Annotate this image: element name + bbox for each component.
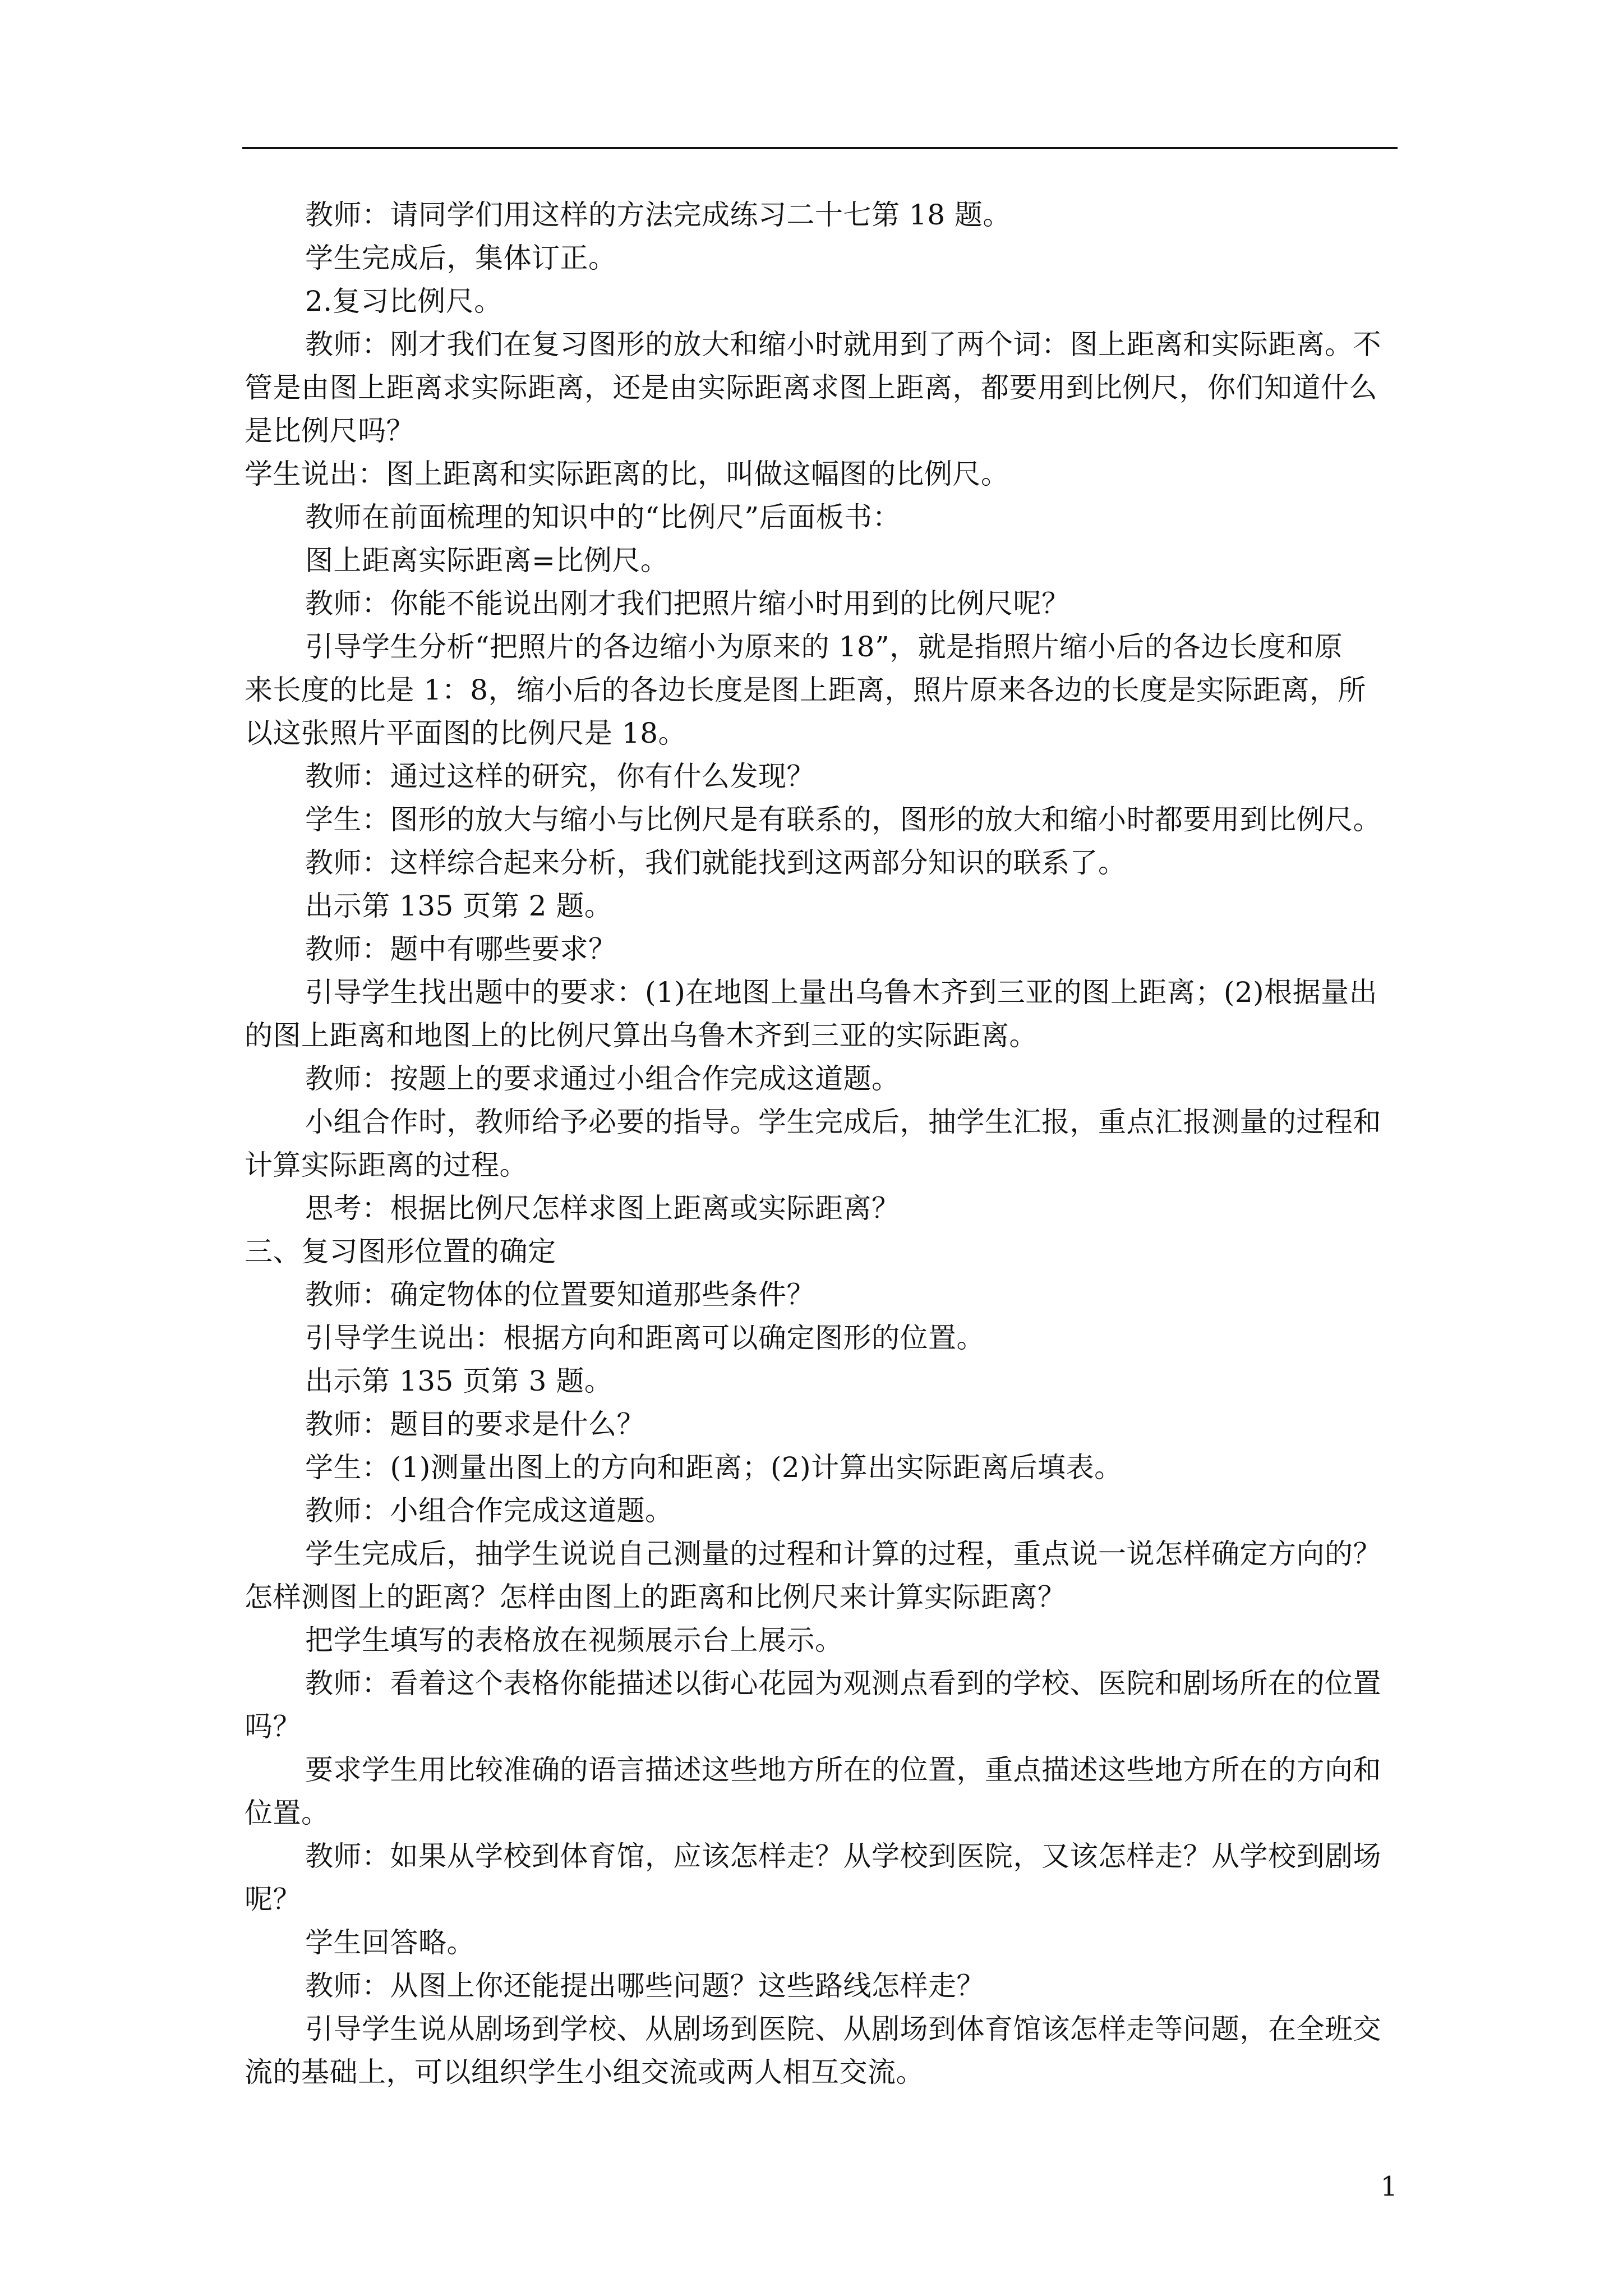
text-line: 吗？ xyxy=(245,1710,301,1743)
text-line: 教师在前面梳理的知识中的“比例尺”后面板书： xyxy=(305,501,901,533)
text-line: 以这张照片平面图的比例尺是 18。 xyxy=(245,717,687,749)
text-line: 呢？ xyxy=(245,1883,301,1916)
text-line: 三、复习图形位置的确定 xyxy=(245,1235,556,1268)
text-line: 教师：题目的要求是什么？ xyxy=(305,1408,645,1441)
text-line: 引导学生说出：根据方向和距离可以确定图形的位置。 xyxy=(305,1322,985,1354)
text-line: 学生完成后，抽学生说说自己测量的过程和计算的过程，重点说一说怎样确定方向的？ xyxy=(305,1538,1381,1570)
text-line: 计算实际距离的过程。 xyxy=(245,1149,528,1181)
document-body xyxy=(245,194,1398,2094)
text-line: 出示第 135 页第 3 题。 xyxy=(305,1365,613,1397)
text-line: 学生：(1)测量出图上的方向和距离；(2)计算出实际距离后填表。 xyxy=(305,1451,1123,1484)
text-line: 图上距离实际距离=比例尺。 xyxy=(305,544,669,577)
text-line: 引导学生分析“把照片的各边缩小为原来的 18”，就是指照片缩小后的各边长度和原 xyxy=(305,631,1343,663)
text-line: 位置。 xyxy=(245,1797,330,1829)
text-line: 把学生填写的表格放在视频展示台上展示。 xyxy=(305,1624,843,1657)
header-rule xyxy=(242,147,1398,149)
text-line: 的图上距离和地图上的比例尺算出乌鲁木齐到三亚的实际距离。 xyxy=(245,1019,1038,1052)
text-line: 引导学生找出题中的要求：(1)在地图上量出乌鲁木齐到三亚的图上距离；(2)根据量出 xyxy=(305,976,1378,1009)
text-line: 管是由图上距离求实际距离，还是由实际距离求图上距离，都要用到比例尺，你们知道什么 xyxy=(245,371,1377,404)
text-line: 学生回答略。 xyxy=(305,1926,475,1959)
text-line: 学生：图形的放大与缩小与比例尺是有联系的，图形的放大和缩小时都要用到比例尺。 xyxy=(305,803,1381,836)
text-line: 教师：题中有哪些要求？ xyxy=(305,933,617,965)
text-line: 小组合作时，教师给予必要的指导。学生完成后，抽学生汇报，重点汇报测量的过程和 xyxy=(305,1106,1381,1138)
text-line: 引导学生说从剧场到学校、从剧场到医院、从剧场到体育馆该怎样走等问题，在全班交 xyxy=(305,2013,1381,2045)
text-line: 流的基础上，可以组织学生小组交流或两人相互交流。 xyxy=(245,2056,924,2088)
text-line: 学生完成后，集体订正。 xyxy=(305,242,617,274)
text-line: 教师：刚才我们在复习图形的放大和缩小时就用到了两个词：图上距离和实际距离。不 xyxy=(305,328,1381,361)
text-line: 教师：确定物体的位置要知道那些条件？ xyxy=(305,1278,815,1311)
text-line: 是比例尺吗？ xyxy=(245,415,414,447)
text-line: 怎样测图上的距离？怎样由图上的距离和比例尺来计算实际距离？ xyxy=(245,1581,1066,1613)
text-line: 教师：按题上的要求通过小组合作完成这道题。 xyxy=(305,1062,900,1095)
text-line: 来长度的比是 1：8，缩小后的各边长度是图上距离，照片原来各边的长度是实际距离，所 xyxy=(245,674,1367,706)
page-number: 1 xyxy=(1380,2171,1398,2202)
text-line: 教师：如果从学校到体育馆，应该怎样走？从学校到医院，又该怎样走？从学校到剧场 xyxy=(305,1840,1381,1872)
text-line: 教师：通过这样的研究，你有什么发现？ xyxy=(305,760,815,793)
text-line: 教师：看着这个表格你能描述以街心花园为观测点看到的学校、医院和剧场所在的位置 xyxy=(305,1667,1381,1700)
text-line: 教师：从图上你还能提出哪些问题？这些路线怎样走？ xyxy=(305,1970,985,2002)
text-line: 学生说出：图上距离和实际距离的比，叫做这幅图的比例尺。 xyxy=(245,458,1009,490)
text-line: 教师：请同学们用这样的方法完成练习二十七第 18 题。 xyxy=(305,199,1011,231)
text-line: 出示第 135 页第 2 题。 xyxy=(305,890,613,922)
text-line: 要求学生用比较准确的语言描述这些地方所在的位置，重点描述这些地方所在的方向和 xyxy=(305,1754,1381,1786)
text-line: 教师：这样综合起来分析，我们就能找到这两部分知识的联系了。 xyxy=(305,846,1127,879)
text-line: 思考：根据比例尺怎样求图上距离或实际距离？ xyxy=(305,1192,900,1225)
text-line: 2.复习比例尺。 xyxy=(305,285,502,318)
text-line: 教师：小组合作完成这道题。 xyxy=(305,1494,674,1527)
text-line: 教师：你能不能说出刚才我们把照片缩小时用到的比例尺呢？ xyxy=(305,587,1070,620)
